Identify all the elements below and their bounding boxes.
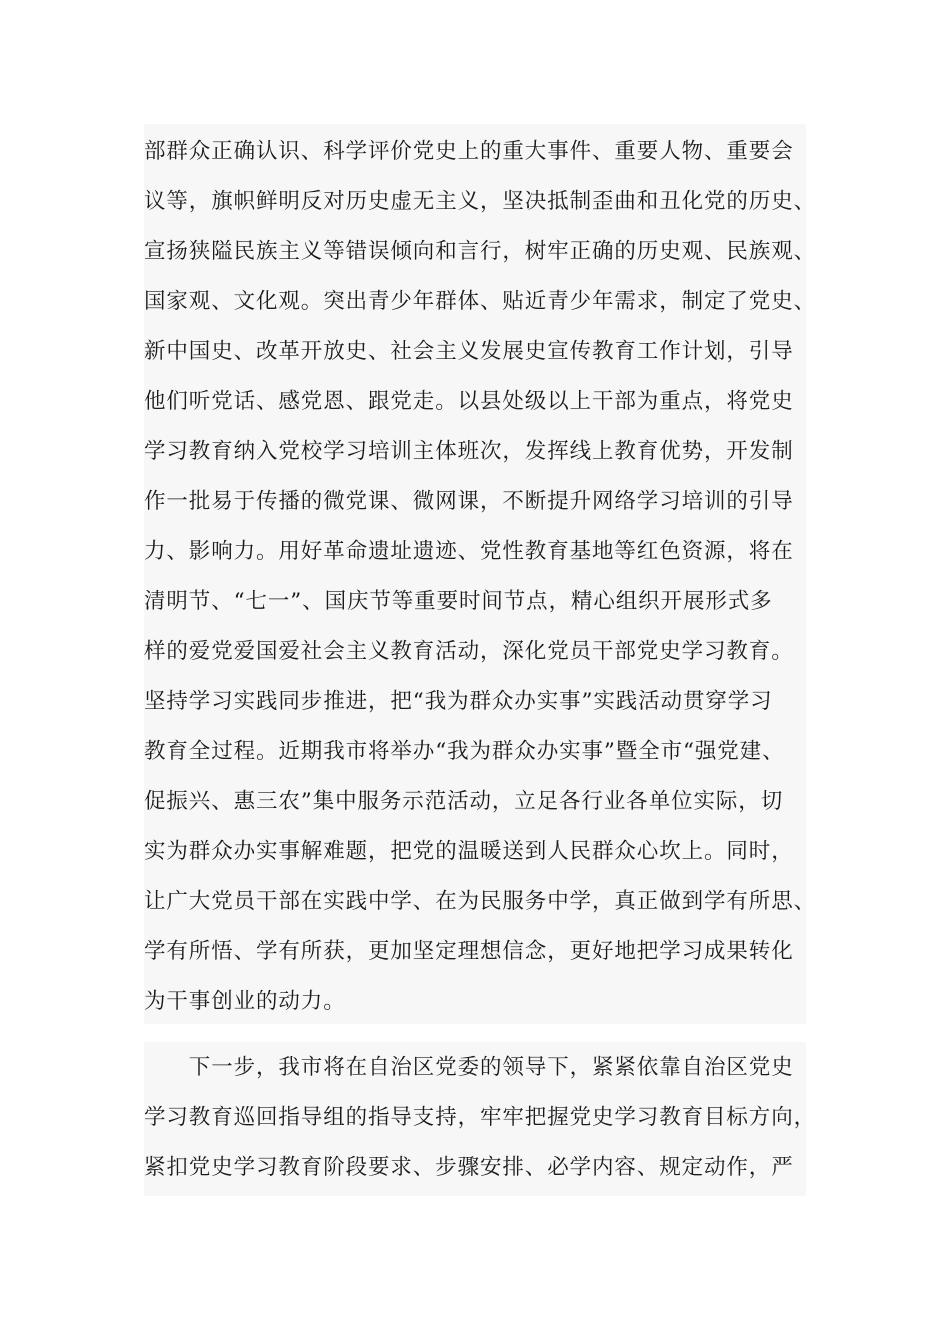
text-line: 作一批易于传播的微党课、微网课，不断提升网络学习培训的引导 — [144, 489, 794, 514]
text-line: 样的爱党爱国爱社会主义教育活动，深化党员干部党史学习教育。 — [144, 639, 794, 664]
text-line: 他们听党话、感党恩、跟党走。以县处级以上干部为重点，将党史 — [144, 389, 794, 414]
paragraph-1 — [144, 124, 817, 1024]
text-line: 坚持学习实践同步推进，把“我为群众办实事”实践活动贯穿学习 — [144, 689, 773, 714]
text-line: 紧扣党史学习教育阶段要求、步骤安排、必学内容、规定动作，严 — [144, 1155, 794, 1180]
text-line: 实为群众办实事解难题，把党的温暖送到人民群众心坎上。同时， — [144, 839, 794, 864]
paragraph-2 — [144, 1042, 817, 1196]
text-line: 议等，旗帜鲜明反对历史虚无主义，坚决抵制歪曲和丑化党的历史、 — [144, 189, 817, 214]
text-line: 力、影响力。用好革命遗址遗迹、党性教育基地等红色资源，将在 — [144, 539, 794, 564]
text-line: 宣扬狭隘民族主义等错误倾向和言行，树牢正确的历史观、民族观、 — [144, 239, 817, 264]
text-line: 促振兴、惠三农”集中服务示范活动，立足各行业各单位实际，切 — [144, 789, 784, 814]
text-line: 部群众正确认识、科学评价党史上的重大事件、重要人物、重要会 — [144, 139, 794, 164]
text-line: 学有所悟、学有所获，更加坚定理想信念，更好地把学习成果转化 — [144, 939, 794, 964]
text-line: 教育全过程。近期我市将举办“我为群众办实事”暨全市“强党建、 — [144, 739, 785, 764]
text-line: 学习教育巡回指导组的指导支持，牢牢把握党史学习教育目标方向， — [144, 1105, 817, 1130]
text-line: 新中国史、改革开放史、社会主义发展史宣传教育工作计划，引导 — [144, 339, 794, 364]
text-line: 国家观、文化观。突出青少年群体、贴近青少年需求，制定了党史、 — [144, 289, 817, 314]
text-line: 为干事创业的动力。 — [144, 989, 346, 1014]
text-line: 让广大党员干部在实践中学、在为民服务中学，真正做到学有所思、 — [144, 889, 817, 914]
text-line: 下一步，我市将在自治区党委的领导下，紧紧依靠自治区党史 — [144, 1055, 794, 1080]
text-line: 清明节、“七一”、国庆节等重要时间节点，精心组织开展形式多 — [144, 589, 773, 614]
text-line: 学习教育纳入党校学习培训主体班次，发挥线上教育优势，开发制 — [144, 439, 794, 464]
